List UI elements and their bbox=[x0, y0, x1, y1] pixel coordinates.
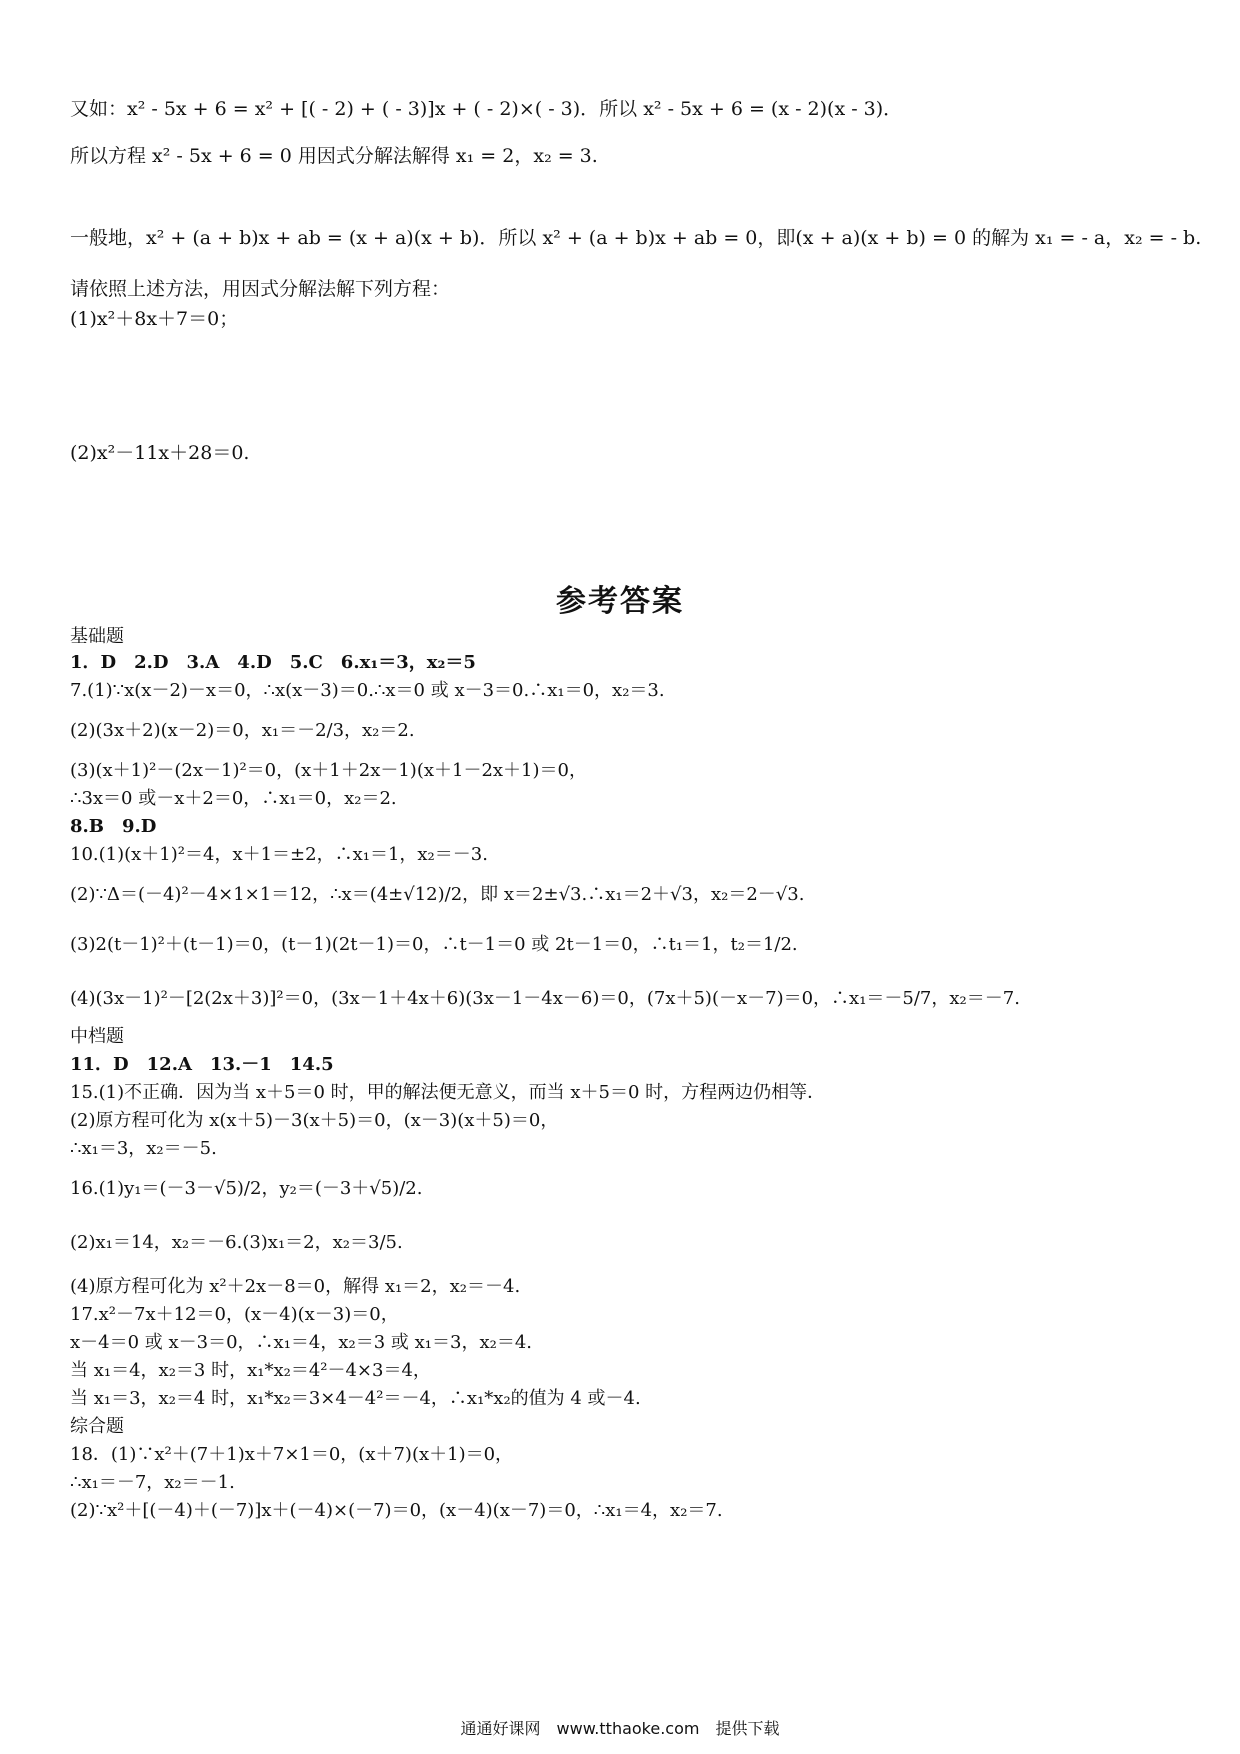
answer-line: ∴x₁＝3，x₂＝－5. bbox=[70, 1138, 217, 1159]
question-2: (2)x²－11x＋28＝0. bbox=[70, 442, 250, 464]
answer-line: 17.x²－7x＋12＝0，(x－4)(x－3)＝0， bbox=[70, 1304, 399, 1325]
answer-line: (4)(3x－1)²－[2(2x＋3)]²＝0，(3x－1＋4x＋6)(3x－1－4x－6)＝0，(7x＋5)(－x－7)＝0，∴x₁＝－5/7，x₂＝－7. bbox=[70, 988, 1020, 1009]
answer-line: (2)∵Δ＝(－4)²－4×1×1＝12，∴x＝(4±√12)/2，即 x＝2±√3.∴x₁＝2＋√3，x₂＝2－√3. bbox=[70, 884, 805, 905]
answer-line: 当 x₁＝4，x₂＝3 时，x₁*x₂＝4²－4×3＝4， bbox=[70, 1360, 431, 1381]
footer-source: 通通好课网 www.tthaoke.com 提供下载 bbox=[460, 1719, 780, 1738]
answer-line: 18．(1)∵x²＋(7＋1)x＋7×1＝0，(x＋7)(x＋1)＝0， bbox=[70, 1444, 514, 1465]
intro-line-1: 又如：x² - 5x + 6 = x² + [( - 2) + ( - 3)]x + ( - 2)×( - 3)．所以 x² - 5x + 6 = (x - 2)(x - 3)． bbox=[70, 98, 903, 120]
intro-line-3: 一般地，x² + (a + b)x + ab = (x + a)(x + b)．所以 x² + (a + b)x + ab = 0，即(x + a)(x + b) = 0 的解为 x₁ = - a，x₂ = - b. bbox=[70, 227, 1202, 249]
answer-line: 16.(1)y₁＝(－3－√5)/2，y₂＝(－3＋√5)/2. bbox=[70, 1178, 423, 1199]
question-1: (1)x²＋8x＋7＝0； bbox=[70, 308, 239, 330]
answer-line: (3)2(t－1)²＋(t－1)＝0，(t－1)(2t－1)＝0，∴t－1＝0 或 2t－1＝0，∴t₁＝1，t₂＝1/2. bbox=[70, 934, 798, 955]
answer-line: 15.(1)不正确．因为当 x＋5＝0 时，甲的解法便无意义，而当 x＋5＝0 时，方程两边仍相等． bbox=[70, 1082, 826, 1103]
answer-line: ∴3x＝0 或－x＋2＝0，∴x₁＝0，x₂＝2. bbox=[70, 788, 397, 809]
answer-line: (2)x₁＝14，x₂＝－6.(3)x₁＝2，x₂＝3/5. bbox=[70, 1232, 403, 1253]
answer-line: 8.B 9.D bbox=[70, 816, 157, 837]
answer-line: (3)(x＋1)²－(2x－1)²＝0，(x＋1＋2x－1)(x＋1－2x＋1)＝0， bbox=[70, 760, 587, 781]
section-middle: 中档题 bbox=[70, 1026, 124, 1047]
section-comprehensive: 综合题 bbox=[70, 1416, 124, 1437]
answer-line: 10.(1)(x＋1)²＝4，x＋1＝±2，∴x₁＝1，x₂＝－3. bbox=[70, 844, 488, 865]
intro-line-2: 所以方程 x² - 5x + 6 = 0 用因式分解法解得 x₁ = 2，x₂ = 3. bbox=[70, 145, 598, 167]
answer-line: (4)原方程可化为 x²＋2x－8＝0，解得 x₁＝2，x₂＝－4. bbox=[70, 1276, 521, 1297]
answer-line: x－4＝0 或 x－3＝0，∴x₁＝4，x₂＝3 或 x₁＝3，x₂＝4. bbox=[70, 1332, 532, 1353]
answer-line: (2)(3x＋2)(x－2)＝0，x₁＝－2/3，x₂＝2. bbox=[70, 720, 415, 741]
answer-line: 7.(1)∵x(x－2)－x＝0，∴x(x－3)＝0.∴x＝0 或 x－3＝0.∴x₁＝0，x₂＝3. bbox=[70, 680, 665, 701]
intro-line-4: 请依照上述方法，用因式分解法解下列方程： bbox=[70, 278, 451, 300]
answer-line: (2)∵x²＋[(－4)＋(－7)]x＋(－4)×(－7)＝0，(x－4)(x－7)＝0，∴x₁＝4，x₂＝7. bbox=[70, 1500, 723, 1521]
answer-line: 11．D 12.A 13.－1 14.5 bbox=[70, 1054, 334, 1075]
answer-line: ∴x₁＝－7，x₂＝－1. bbox=[70, 1472, 235, 1493]
answers-title: 参考答案 bbox=[556, 584, 684, 619]
answer-line: 当 x₁＝3，x₂＝4 时，x₁*x₂＝3×4－4²＝－4，∴x₁*x₂的值为 4 或－4. bbox=[70, 1388, 641, 1409]
section-basic: 基础题 bbox=[70, 626, 124, 647]
answer-line: 1．D 2.D 3.A 4.D 5.C 6.x₁＝3，x₂＝5 bbox=[70, 652, 476, 673]
answer-line: (2)原方程可化为 x(x＋5)－3(x＋5)＝0，(x－3)(x＋5)＝0， bbox=[70, 1110, 559, 1131]
